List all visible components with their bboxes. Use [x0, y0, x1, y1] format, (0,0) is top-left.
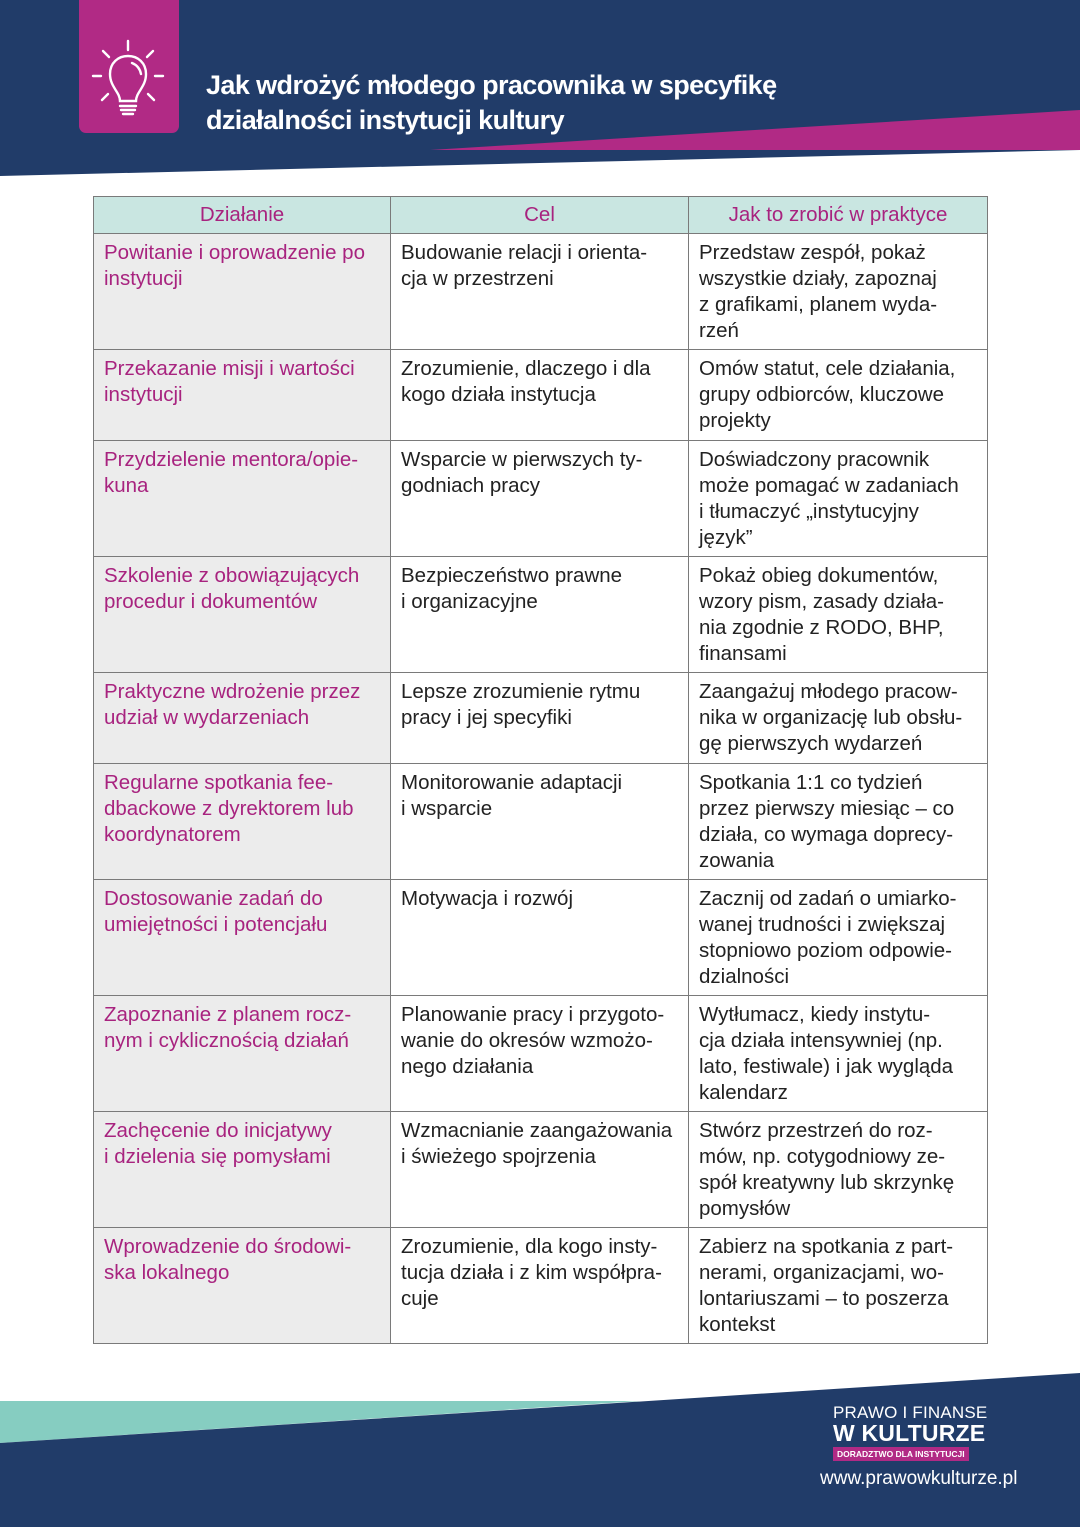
cell-text-line: Lepsze zrozumienie rytmu: [401, 680, 641, 703]
cell-goal: [391, 557, 689, 673]
cell-how: [689, 441, 988, 557]
cell-text-line: umiejętności i potencjału: [104, 913, 328, 936]
cell-text-line: zowania: [699, 849, 775, 872]
table-row: [94, 1228, 988, 1344]
cell-text-line: z grafikami, planem wyda-: [699, 293, 938, 316]
cell-text-line: koordynatorem: [104, 823, 241, 846]
cell-text-line: rzeń: [699, 319, 739, 342]
cell-how: [689, 557, 988, 673]
cell-text-line: dbackowe z dyrektorem lub: [104, 797, 354, 820]
cell-text-line: Spotkania 1:1 co tydzień: [699, 771, 923, 794]
cell-text-line: gę pierwszych wydarzeń: [699, 732, 923, 755]
cell-goal: [391, 996, 689, 1112]
cell-text-line: Dostosowanie zadań do: [104, 887, 323, 910]
table-row: [94, 234, 988, 350]
cell-text-line: przez pierwszy miesiąc – co: [699, 797, 955, 820]
cell-text-line: wanej trudności i zwiększaj: [699, 913, 946, 936]
cell-action: [94, 350, 391, 441]
cell-action: [94, 234, 391, 350]
page-title: [206, 68, 777, 138]
cell-text-line: cuje: [401, 1287, 439, 1310]
cell-text-line: projekty: [699, 409, 771, 432]
cell-text-line: może pomagać w zadaniach: [699, 474, 959, 497]
cell-text-line: Zrozumienie, dla kogo insty-: [401, 1235, 658, 1258]
cell-text-line: język”: [699, 526, 753, 549]
cell-text-line: działa, co wymaga doprecy-: [699, 823, 954, 846]
cell-text-line: Zapoznanie z planem rocz-: [104, 1003, 352, 1026]
cell-text-line: udział w wydarzeniach: [104, 706, 310, 729]
table-row: [94, 996, 988, 1112]
cell-text-line: pracy i jej specyfiki: [401, 706, 572, 729]
brand-logo: [833, 1404, 1003, 1462]
cell-text-line: Przedstaw zespół, pokaż: [699, 241, 926, 264]
cell-text-line: i tłumaczyć „instytucyjny: [699, 500, 919, 523]
cell-text-line: tucja działa i z kim współpra-: [401, 1261, 662, 1284]
cell-text-line: Szkolenie z obowiązujących: [104, 564, 360, 587]
table-row: [94, 1112, 988, 1228]
cell-text-line: finansami: [699, 642, 787, 665]
table-row: [94, 880, 988, 996]
table-row: [94, 673, 988, 764]
website-link[interactable]: www.prawowkulturze.pl: [820, 1468, 1018, 1489]
cell-action: [94, 557, 391, 673]
cell-text-line: Przekazanie misji i wartości: [104, 357, 355, 380]
cell-text-line: Wytłumacz, kiedy instytu-: [699, 1003, 931, 1026]
cell-action: [94, 764, 391, 880]
cell-text-line: Planowanie pracy i przygoto-: [401, 1003, 665, 1026]
cell-text-line: wzory pism, zasady działa-: [699, 590, 944, 613]
table-header-row: [94, 197, 988, 234]
cell-text-line: kogo działa instytucja: [401, 383, 596, 406]
logo-tagline: DORADZTWO DLA INSTYTUCJI: [833, 1447, 969, 1461]
cell-how: [689, 234, 988, 350]
table-row: [94, 557, 988, 673]
cell-text-line: Powitanie i oprowadzenie po: [104, 241, 365, 264]
cell-goal: [391, 673, 689, 764]
cell-how: [689, 880, 988, 996]
cell-action: [94, 673, 391, 764]
cell-text-line: nia zgodnie z RODO, BHP,: [699, 616, 944, 639]
logo-line-1: PRAWO I FINANSE: [833, 1403, 988, 1422]
title-line: Jak wdrożyć młodego pracownika w specyfikę: [206, 70, 777, 100]
cell-text-line: nego działania: [401, 1055, 534, 1078]
title-line: działalności instytucji kultury: [206, 105, 564, 135]
cell-text-line: cja działa intensywniej (np.: [699, 1029, 943, 1052]
table-row: [94, 350, 988, 441]
cell-text-line: instytucji: [104, 383, 183, 406]
cell-how: [689, 673, 988, 764]
cell-text-line: Motywacja i rozwój: [401, 887, 574, 910]
cell-text-line: Zrozumienie, dlaczego i dla: [401, 357, 651, 380]
cell-text-line: spół kreatywny lub skrzynkę: [699, 1171, 955, 1194]
cell-text-line: grupy odbiorców, kluczowe: [699, 383, 944, 406]
cell-goal: [391, 441, 689, 557]
cell-text-line: Zacznij od zadań o umiarko-: [699, 887, 957, 910]
cell-text-line: cja w przestrzeni: [401, 267, 554, 290]
cell-action: [94, 996, 391, 1112]
cell-text-line: ska lokalnego: [104, 1261, 230, 1284]
cell-text-line: Regularne spotkania fee-: [104, 771, 334, 794]
cell-how: [689, 1112, 988, 1228]
cell-goal: [391, 234, 689, 350]
table-row: [94, 764, 988, 880]
cell-text-line: nym i cyklicznością działań: [104, 1029, 349, 1052]
cell-text-line: Wzmacnianie zaangażowania: [401, 1119, 673, 1142]
header-banner: [0, 0, 1080, 180]
cell-text-line: Wprowadzenie do środowi-: [104, 1235, 352, 1258]
cell-text-line: mów, np. cotygodniowy ze-: [699, 1145, 946, 1168]
cell-goal: [391, 1112, 689, 1228]
cell-goal: [391, 350, 689, 441]
cell-text-line: i organizacyjne: [401, 590, 538, 613]
cell-action: [94, 441, 391, 557]
lightbulb-badge: [79, 0, 179, 133]
cell-text-line: dzialności: [699, 965, 790, 988]
cell-text-line: kontekst: [699, 1313, 776, 1336]
cell-text-line: Monitorowanie adaptacji: [401, 771, 623, 794]
cell-text-line: lontariuszami – to poszerza: [699, 1287, 949, 1310]
cell-text-line: Wsparcie w pierwszych ty-: [401, 448, 643, 471]
cell-text-line: kuna: [104, 474, 149, 497]
logo-line-2: W KULTURZE: [833, 1420, 986, 1446]
cell-text-line: pomysłów: [699, 1197, 791, 1220]
column-header-how: Jak to zrobić w praktyce: [689, 197, 988, 234]
table-row: [94, 441, 988, 557]
cell-text-line: nika w organizację lub obsłu-: [699, 706, 963, 729]
cell-text-line: Budowanie relacji i orienta-: [401, 241, 648, 264]
cell-text-line: lato, festiwale) i jak wygląda: [699, 1055, 954, 1078]
cell-goal: [391, 764, 689, 880]
onboarding-table: [93, 196, 988, 1344]
cell-text-line: i wsparcie: [401, 797, 493, 820]
cell-text-line: Praktyczne wdrożenie przez: [104, 680, 361, 703]
cell-text-line: Zachęcenie do inicjatywy: [104, 1119, 332, 1142]
cell-text-line: Zaangażuj młodego pracow-: [699, 680, 958, 703]
cell-text-line: i świeżego spojrzenia: [401, 1145, 596, 1168]
column-header-action: Działanie: [94, 197, 391, 234]
cell-text-line: Doświadczony pracownik: [699, 448, 930, 471]
cell-goal: [391, 880, 689, 996]
cell-text-line: wszystkie działy, zapoznaj: [699, 267, 937, 290]
lightbulb-icon: [79, 0, 179, 133]
cell-text-line: wanie do okresów wzmożo-: [401, 1029, 653, 1052]
column-header-goal: Cel: [391, 197, 689, 234]
cell-how: [689, 350, 988, 441]
cell-text-line: Pokaż obieg dokumentów,: [699, 564, 939, 587]
cell-text-line: Zabierz na spotkania z part-: [699, 1235, 954, 1258]
cell-text-line: nerami, organizacjami, wo-: [699, 1261, 944, 1284]
cell-text-line: kalendarz: [699, 1081, 788, 1104]
cell-text-line: Stwórz przestrzeń do roz-: [699, 1119, 933, 1142]
cell-text-line: Przydzielenie mentora/opie-: [104, 448, 359, 471]
cell-how: [689, 996, 988, 1112]
cell-text-line: procedur i dokumentów: [104, 590, 318, 613]
cell-text-line: i dzielenia się pomysłami: [104, 1145, 331, 1168]
cell-action: [94, 1228, 391, 1344]
cell-action: [94, 1112, 391, 1228]
cell-text-line: Omów statut, cele działania,: [699, 357, 956, 380]
cell-goal: [391, 1228, 689, 1344]
cell-action: [94, 880, 391, 996]
cell-text-line: stopniowo poziom odpowie-: [699, 939, 952, 962]
cell-how: [689, 1228, 988, 1344]
cell-text-line: instytucji: [104, 267, 183, 290]
cell-how: [689, 764, 988, 880]
cell-text-line: Bezpieczeństwo prawne: [401, 564, 623, 587]
cell-text-line: godniach pracy: [401, 474, 541, 497]
